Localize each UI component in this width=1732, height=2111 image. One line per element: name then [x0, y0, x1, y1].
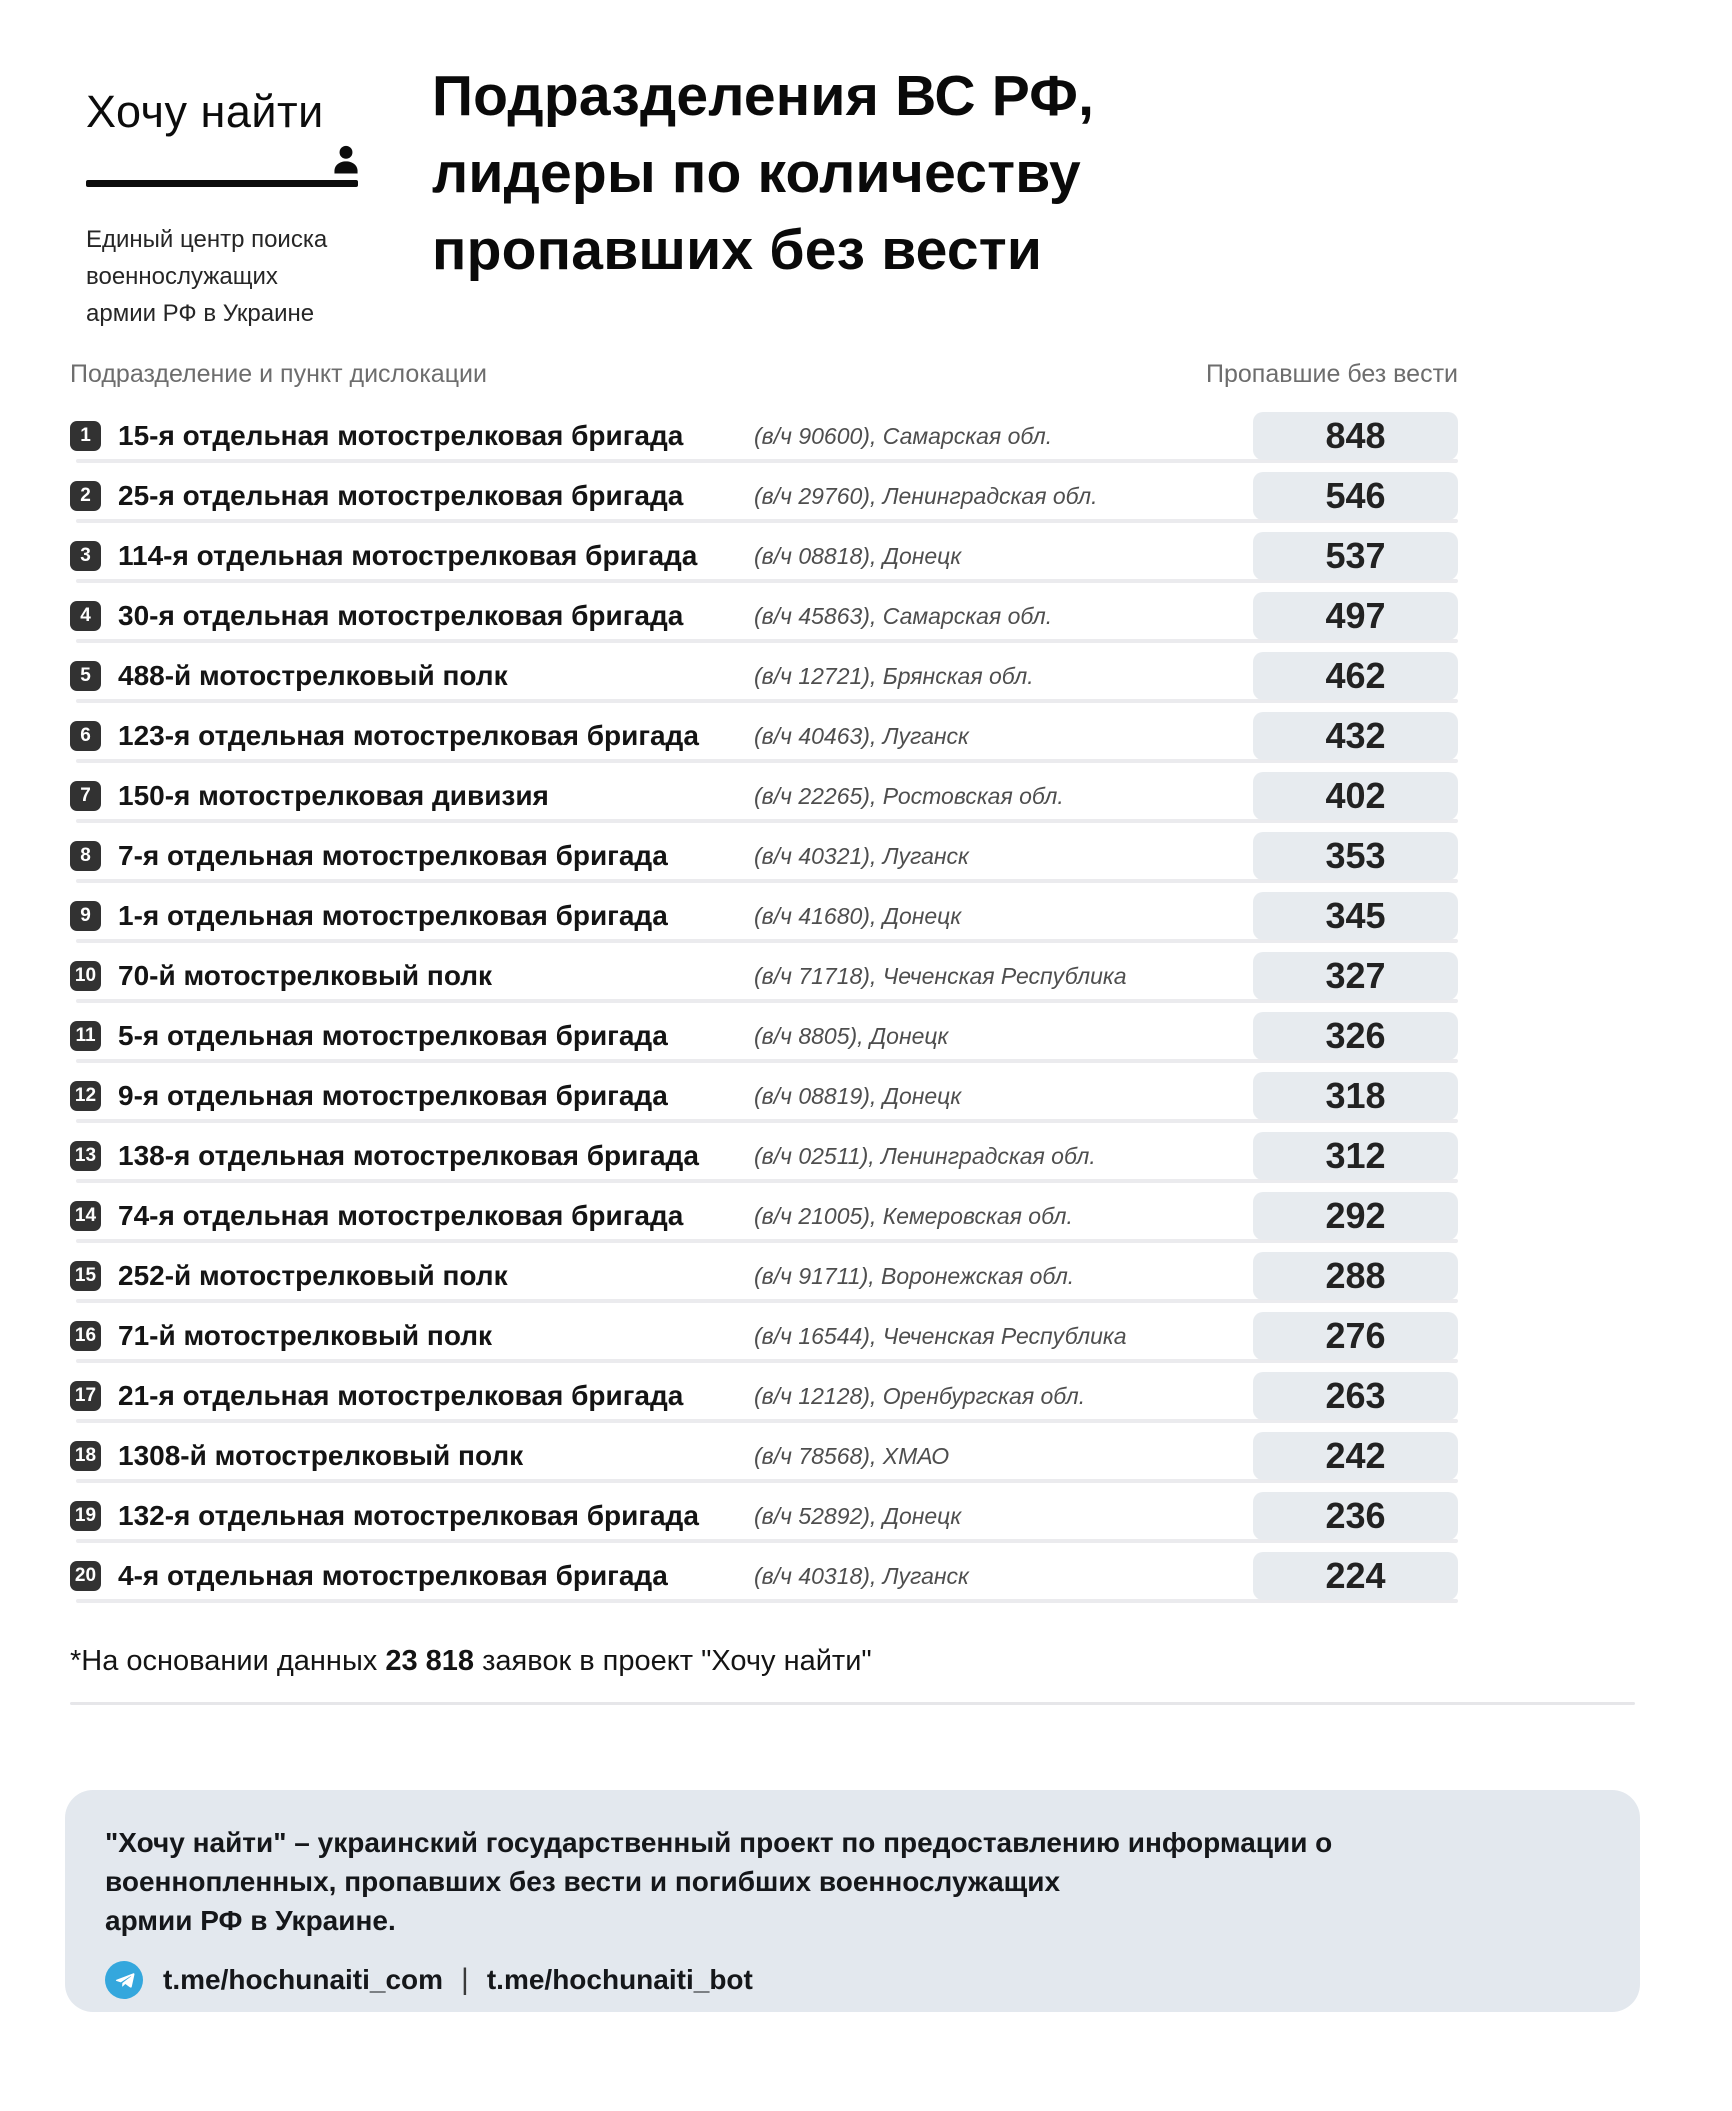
unit-location: (в/ч 08819), Донецк [754, 1082, 962, 1109]
rank-badge: 2 [70, 481, 101, 511]
unit-name: 25-я отдельная мотострелковая бригада [118, 480, 684, 511]
footnote-text: заявок в проект "Хочу найти" [474, 1645, 872, 1677]
missing-count-pill: 462 [1253, 652, 1458, 700]
table-row [70, 586, 1458, 646]
rank-badge: 9 [70, 901, 101, 931]
rank-badge: 5 [70, 661, 101, 691]
page-title [432, 58, 1094, 289]
unit-name: 5-я отдельная мотострелковая бригада [118, 1020, 668, 1051]
table-row [70, 1186, 1458, 1246]
footnote-text: *На основании данных [70, 1645, 386, 1677]
table-row [70, 1066, 1458, 1126]
about-text-line: "Хочу найти" – украинский государственный проект по предоставлению информации о [105, 1827, 1333, 1858]
footnote-count: 23 818 [385, 1645, 475, 1677]
missing-count-pill: 318 [1253, 1072, 1458, 1120]
rank-badge: 1 [70, 421, 101, 451]
table-row [70, 1246, 1458, 1306]
unit-location: (в/ч 02511), Ленинградская обл. [754, 1142, 1096, 1169]
table-row [70, 1426, 1458, 1486]
table-row [70, 826, 1458, 886]
missing-count-pill: 327 [1253, 952, 1458, 1000]
divider-line [70, 1702, 1635, 1705]
missing-count-pill: 326 [1253, 1012, 1458, 1060]
missing-count-pill: 497 [1253, 592, 1458, 640]
page-title-line: Подразделения ВС РФ, [432, 64, 1095, 128]
missing-count-pill: 224 [1253, 1552, 1458, 1600]
rank-badge: 16 [70, 1321, 101, 1351]
unit-location: (в/ч 12128), Оренбургская обл. [754, 1382, 1086, 1409]
table-row [70, 946, 1458, 1006]
logo-underline [86, 180, 358, 187]
table-row [70, 1126, 1458, 1186]
column-header-unit: Подразделение и пункт дислокации [70, 360, 487, 388]
unit-location: (в/ч 78568), ХМАО [754, 1442, 950, 1469]
unit-location: (в/ч 29760), Ленинградская обл. [754, 482, 1098, 509]
rank-badge: 20 [70, 1561, 101, 1591]
rank-badge: 18 [70, 1441, 101, 1471]
rank-badge: 10 [70, 961, 101, 991]
about-text [105, 1823, 1600, 1940]
table-row [70, 1006, 1458, 1066]
missing-count-pill: 288 [1253, 1252, 1458, 1300]
unit-location: (в/ч 22265), Ростовская обл. [754, 782, 1064, 809]
unit-name: 70-й мотострелковый полк [118, 960, 493, 991]
rank-badge: 3 [70, 541, 101, 571]
logo-title: Хочу найти [86, 86, 324, 137]
unit-name: 74-я отдельная мотострелковая бригада [118, 1200, 684, 1231]
logo-block [86, 86, 358, 332]
table-row [70, 526, 1458, 586]
unit-location: (в/ч 08818), Донецк [754, 542, 962, 569]
rank-badge: 6 [70, 721, 101, 751]
missing-count-pill: 402 [1253, 772, 1458, 820]
missing-count-pill: 546 [1253, 472, 1458, 520]
unit-location: (в/ч 12721), Брянская обл. [754, 662, 1034, 689]
table-header [70, 360, 1458, 389]
rank-badge: 15 [70, 1261, 101, 1291]
about-box [65, 1790, 1640, 2012]
unit-location: (в/ч 52892), Донецк [754, 1502, 962, 1529]
missing-count-pill: 292 [1253, 1192, 1458, 1240]
unit-name: 30-я отдельная мотострелковая бригада [118, 600, 684, 631]
missing-count-pill: 312 [1253, 1132, 1458, 1180]
rank-badge: 4 [70, 601, 101, 631]
table-row [70, 706, 1458, 766]
logo-tagline-line: Единый центр поиска [86, 226, 328, 253]
unit-name: 132-я отдельная мотострелковая бригада [118, 1500, 699, 1531]
table-row [70, 886, 1458, 946]
unit-name: 71-й мотострелковый полк [118, 1320, 493, 1351]
unit-location: (в/ч 40463), Луганск [754, 722, 969, 749]
missing-count-pill: 263 [1253, 1372, 1458, 1420]
unit-location: (в/ч 40321), Луганск [754, 842, 969, 869]
unit-name: 114-я отдельная мотострелковая бригада [118, 540, 698, 571]
unit-location: (в/ч 8805), Донецк [754, 1022, 949, 1049]
logo-tagline [86, 221, 358, 332]
telegram-bot-link[interactable]: t.me/hochunaiti_bot [486, 1964, 753, 1995]
missing-count-pill: 345 [1253, 892, 1458, 940]
unit-location: (в/ч 41680), Донецк [754, 902, 962, 929]
unit-name: 488-й мотострелковый полк [118, 660, 508, 691]
telegram-channel-link[interactable]: t.me/hochunaiti_com [163, 1964, 444, 1995]
missing-count-pill: 276 [1253, 1312, 1458, 1360]
table-row [70, 1546, 1458, 1606]
person-icon [328, 142, 364, 178]
source-footnote [70, 1645, 872, 1678]
table-row [70, 466, 1458, 526]
table-row [70, 1486, 1458, 1546]
unit-name: 1308-й мотострелковый полк [118, 1440, 524, 1471]
rank-badge: 12 [70, 1081, 101, 1111]
unit-name: 150-я мотострелковая дивизия [118, 780, 549, 811]
table-row [70, 1306, 1458, 1366]
rank-badge: 19 [70, 1501, 101, 1531]
about-text-line: армии РФ в Украине. [105, 1905, 396, 1936]
rank-badge: 8 [70, 841, 101, 871]
unit-name: 21-я отдельная мотострелковая бригада [118, 1380, 684, 1411]
unit-name: 4-я отдельная мотострелковая бригада [118, 1560, 668, 1591]
table-rows [70, 406, 1458, 1606]
about-text-line: военнопленных, пропавших без вести и погибших военнослужащих [105, 1866, 1061, 1897]
page-title-line: пропавших без вести [432, 218, 1043, 282]
rank-badge: 14 [70, 1201, 101, 1231]
missing-count-pill: 432 [1253, 712, 1458, 760]
unit-name: 138-я отдельная мотострелковая бригада [118, 1140, 699, 1171]
unit-location: (в/ч 45863), Самарская обл. [754, 602, 1053, 629]
rank-badge: 13 [70, 1141, 101, 1171]
rank-badge: 17 [70, 1381, 101, 1411]
table-row [70, 1366, 1458, 1426]
unit-name: 1-я отдельная мотострелковая бригада [118, 900, 668, 931]
rank-badge: 11 [70, 1021, 101, 1051]
unit-location: (в/ч 90600), Самарская обл. [754, 422, 1053, 449]
missing-count-pill: 848 [1253, 412, 1458, 460]
page-title-line: лидеры по количеству [432, 141, 1081, 205]
missing-count-pill: 242 [1253, 1432, 1458, 1480]
telegram-icon [105, 1961, 143, 1999]
unit-name: 7-я отдельная мотострелковая бригада [118, 840, 668, 871]
unit-location: (в/ч 16544), Чеченская Республика [754, 1322, 1127, 1349]
missing-count-pill: 537 [1253, 532, 1458, 580]
missing-count-pill: 353 [1253, 832, 1458, 880]
rank-badge: 7 [70, 781, 101, 811]
unit-location: (в/ч 91711), Воронежская обл. [754, 1262, 1075, 1289]
unit-location: (в/ч 21005), Кемеровская обл. [754, 1202, 1073, 1229]
links-separator: | [461, 1963, 469, 1996]
unit-location: (в/ч 71718), Чеченская Республика [754, 962, 1127, 989]
logo-tagline-line: военнослужащих [86, 263, 278, 290]
unit-name: 9-я отдельная мотострелковая бригада [118, 1080, 668, 1111]
unit-name: 15-я отдельная мотострелковая бригада [118, 420, 684, 451]
table-row [70, 406, 1458, 466]
missing-count-pill: 236 [1253, 1492, 1458, 1540]
unit-name: 252-й мотострелковый полк [118, 1260, 508, 1291]
unit-name: 123-я отдельная мотострелковая бригада [118, 720, 699, 751]
column-header-missing: Пропавшие без вести [1206, 360, 1458, 388]
logo-tagline-line: армии РФ в Украине [86, 300, 315, 327]
unit-location: (в/ч 40318), Луганск [754, 1562, 969, 1589]
table-row [70, 646, 1458, 706]
table-row [70, 766, 1458, 826]
telegram-links-row [105, 1961, 1600, 1999]
